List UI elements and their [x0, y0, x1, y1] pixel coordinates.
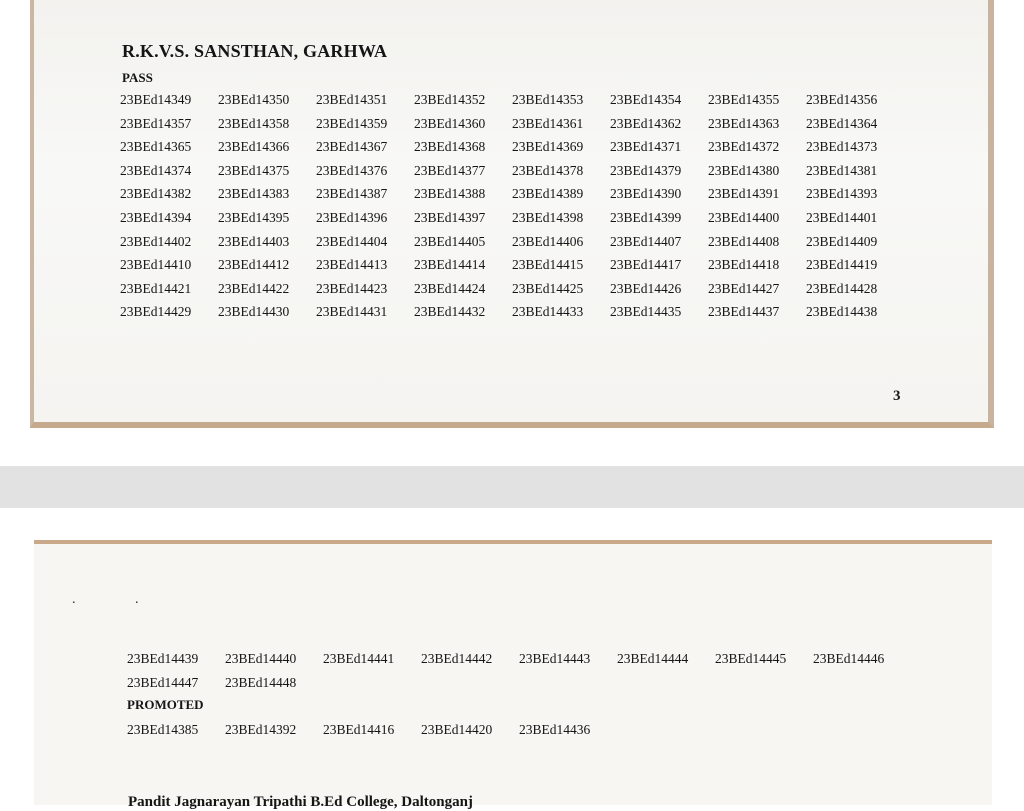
- roll-number: 23BEd14353: [512, 92, 584, 107]
- roll-number: 23BEd14375: [218, 162, 290, 178]
- pass-roll-number-grid: [120, 88, 904, 324]
- roll-number: 23BEd14437: [708, 304, 780, 320]
- promoted-section-label: PROMOTED: [127, 697, 204, 712]
- roll-number: 23BEd14441: [323, 651, 395, 666]
- roll-number: 23BEd14363: [708, 115, 780, 131]
- roll-number: 23BEd14383: [218, 186, 290, 202]
- roll-number: 23BEd14368: [414, 139, 486, 155]
- roll-number: 23BEd14366: [218, 139, 290, 155]
- roll-number: 23BEd14447: [127, 674, 199, 690]
- roll-number: 23BEd14398: [512, 209, 584, 225]
- roll-number: 23BEd14369: [512, 139, 584, 155]
- roll-number: 23BEd14374: [120, 162, 192, 178]
- roll-number: 23BEd14442: [421, 651, 493, 666]
- roll-number: 23BEd14391: [708, 186, 780, 202]
- roll-number: 23BEd14399: [610, 209, 682, 225]
- roll-number: 23BEd14387: [316, 186, 388, 202]
- roll-number: 23BEd14360: [414, 115, 486, 131]
- roll-number: 23BEd14440: [225, 651, 297, 666]
- roll-number: 23BEd14431: [316, 304, 388, 320]
- roll-number: 23BEd14439: [127, 651, 199, 666]
- roll-number: 23BEd14359: [316, 115, 388, 131]
- promoted-roll-number: 23BEd14420: [421, 722, 493, 737]
- roll-number: 23BEd14444: [617, 651, 689, 666]
- roll-number: 23BEd14356: [806, 92, 878, 107]
- roll-number: 23BEd14427: [708, 280, 780, 296]
- roll-number: 23BEd14408: [708, 233, 780, 249]
- promoted-roll-number: 23BEd14385: [127, 722, 199, 737]
- roll-number: 23BEd14349: [120, 92, 192, 107]
- roll-number: 23BEd14432: [414, 304, 486, 320]
- roll-number: 23BEd14426: [610, 280, 682, 296]
- promoted-roll-number: 23BEd14416: [323, 722, 395, 737]
- promoted-roll-number: 23BEd14436: [519, 722, 591, 737]
- roll-number: 23BEd14413: [316, 257, 388, 273]
- roll-number: 23BEd14361: [512, 115, 584, 131]
- roll-number: 23BEd14409: [806, 233, 878, 249]
- page-number: 3: [893, 388, 901, 404]
- roll-number: 23BEd14364: [806, 115, 878, 131]
- roll-number: 23BEd14405: [414, 233, 486, 249]
- roll-number: 23BEd14378: [512, 162, 584, 178]
- roll-number: 23BEd14415: [512, 257, 584, 273]
- roll-number: 23BEd14376: [316, 162, 388, 178]
- roll-number: 23BEd14371: [610, 139, 682, 155]
- roll-number: 23BEd14435: [610, 304, 682, 320]
- roll-number: 23BEd14428: [806, 280, 878, 296]
- roll-number: 23BEd14394: [120, 209, 192, 225]
- roll-number: 23BEd14443: [519, 651, 591, 666]
- page-separator: [0, 466, 1024, 508]
- roll-number: 23BEd14397: [414, 209, 486, 225]
- pass-section-label: PASS: [122, 70, 153, 85]
- roll-number: 23BEd14433: [512, 304, 584, 320]
- roll-number: 23BEd14425: [512, 280, 584, 296]
- roll-number: 23BEd14410: [120, 257, 192, 273]
- roll-number: 23BEd14395: [218, 209, 290, 225]
- roll-number: 23BEd14419: [806, 257, 878, 273]
- roll-number: 23BEd14358: [218, 115, 290, 131]
- roll-number: 23BEd14403: [218, 233, 290, 249]
- roll-number: 23BEd14352: [414, 92, 486, 107]
- roll-number: 23BEd14373: [806, 139, 878, 155]
- roll-number: 23BEd14406: [512, 233, 584, 249]
- roll-number: 23BEd14396: [316, 209, 388, 225]
- roll-number: 23BEd14350: [218, 92, 290, 107]
- roll-number: 23BEd14393: [806, 186, 878, 202]
- roll-number: 23BEd14362: [610, 115, 682, 131]
- promoted-roll-number-grid: [127, 718, 911, 742]
- roll-number: 23BEd14407: [610, 233, 682, 249]
- roll-number: 23BEd14438: [806, 304, 878, 320]
- roll-number: 23BEd14430: [218, 304, 290, 320]
- roll-number: 23BEd14414: [414, 257, 486, 273]
- roll-number: 23BEd14390: [610, 186, 682, 202]
- roll-number: 23BEd14357: [120, 115, 192, 131]
- promoted-roll-number: 23BEd14392: [225, 722, 297, 737]
- roll-number: 23BEd14446: [813, 651, 885, 666]
- roll-number: 23BEd14401: [806, 209, 878, 225]
- roll-number: 23BEd14418: [708, 257, 780, 273]
- roll-number: 23BEd14372: [708, 139, 780, 155]
- institution-heading: R.K.V.S. SANSTHAN, GARHWA: [122, 41, 388, 61]
- roll-number: 23BEd14382: [120, 186, 192, 202]
- roll-number: 23BEd14377: [414, 162, 486, 178]
- roll-number: 23BEd14429: [120, 304, 192, 320]
- roll-number: 23BEd14354: [610, 92, 682, 107]
- roll-number: 23BEd14422: [218, 280, 290, 296]
- roll-number: 23BEd14379: [610, 162, 682, 178]
- pass-continued-roll-number-grid: [127, 647, 911, 694]
- roll-number: 23BEd14355: [708, 92, 780, 107]
- roll-number: 23BEd14388: [414, 186, 486, 202]
- roll-number: 23BEd14448: [225, 674, 297, 690]
- stray-marks: . .: [72, 592, 167, 607]
- roll-number: 23BEd14417: [610, 257, 682, 273]
- roll-number: 23BEd14365: [120, 139, 192, 155]
- roll-number: 23BEd14389: [512, 186, 584, 202]
- roll-number: 23BEd14424: [414, 280, 486, 296]
- roll-number: 23BEd14404: [316, 233, 388, 249]
- roll-number: 23BEd14421: [120, 280, 192, 296]
- roll-number: 23BEd14412: [218, 257, 290, 273]
- roll-number: 23BEd14351: [316, 92, 388, 107]
- roll-number: 23BEd14402: [120, 233, 192, 249]
- roll-number: 23BEd14445: [715, 651, 787, 666]
- roll-number: 23BEd14400: [708, 209, 780, 225]
- roll-number: 23BEd14423: [316, 280, 388, 296]
- roll-number: 23BEd14381: [806, 162, 878, 178]
- next-institution-heading: Pandit Jagnarayan Tripathi B.Ed College, Daltonganj: [128, 794, 473, 810]
- roll-number: 23BEd14380: [708, 162, 780, 178]
- roll-number: 23BEd14367: [316, 139, 388, 155]
